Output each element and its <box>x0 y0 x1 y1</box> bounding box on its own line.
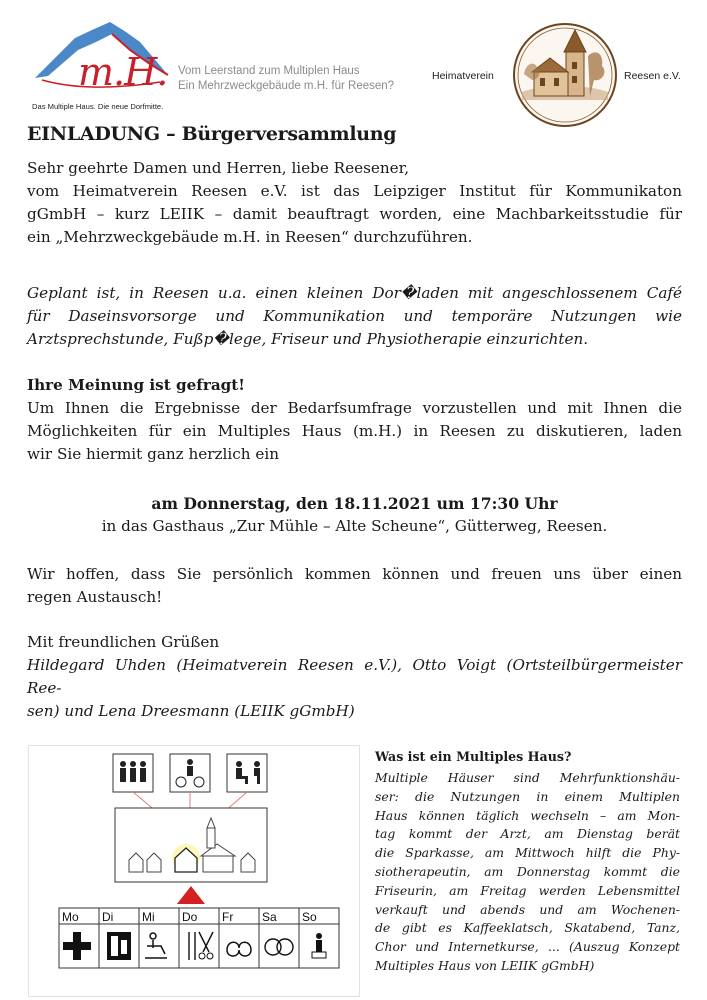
mh-logo-text: m.H. <box>78 50 168 94</box>
opinion-paragraph <box>27 397 682 466</box>
closing: Mit freundlichen Grüßen <box>27 633 220 651</box>
header-subtitle-line1: Vom Leerstand zum Multiplen Haus <box>178 65 360 77</box>
seated-people-icon <box>227 754 267 792</box>
info-line: Haus können täglich wechseln – am Mon- <box>375 807 680 823</box>
cyclist-icon <box>170 754 210 792</box>
info-line: tag kommt der Arzt, am Dienstag berät <box>375 826 680 842</box>
plan-line: Arztsprechstunde, Fußp�lege, Friseur und Physiotherapie einzurichten. <box>27 330 589 348</box>
info-line: de gibt es Kaffeeklatsch, Skatabend, Tanz, <box>375 920 680 936</box>
intro-line: ein „Mehrzweckgebäude m.H. in Reesen“ durchzuführen. <box>27 228 473 246</box>
opinion-line: wir Sie hiermit ganz herzlich ein <box>27 445 279 463</box>
day-label: Di <box>102 910 114 924</box>
info-line: Multiples Haus von LEIIK gGmbH) <box>375 957 595 973</box>
club-name-right: Reesen e.V. <box>624 70 681 82</box>
info-line: ser: die Nutzungen in einem Multiplen <box>375 788 680 804</box>
village-icon <box>115 808 267 882</box>
info-line: Friseurin, am Freitag werden Lebensmittel <box>375 882 680 898</box>
day-label: Sa <box>262 910 277 924</box>
invitation-title: EINLADUNG – Bürgerversammlung <box>27 123 397 145</box>
plan-paragraph <box>27 282 682 351</box>
church-seal-icon <box>512 22 618 128</box>
signature-line: Hildegard Uhden (Heimatverein Reesen e.V.), Otto Voigt (Ortsteilbürgermeister Ree- <box>27 656 682 697</box>
heimatverein-seal <box>512 22 618 128</box>
people-group-icon <box>113 754 153 792</box>
hope-line: Wir hoffen, dass Sie persönlich kommen können und freuen uns über einen <box>27 565 682 583</box>
opinion-line: Um Ihnen die Ergebnisse der Bedarfsumfrage vorzustellen und mit Ihnen die <box>27 399 682 417</box>
event-date: am Donnerstag, den 18.11.2021 um 17:30 Uhr <box>151 494 558 513</box>
day-label: Mi <box>142 910 155 924</box>
opinion-line: Möglichkeiten für ein Multiples Haus (m.H.) in Reesen zu diskutieren, laden <box>27 422 682 440</box>
event-place: in das Gasthaus „Zur Mühle – Alte Scheune“, Gütterweg, Reesen. <box>101 517 608 535</box>
hope-line: regen Austausch! <box>27 588 163 606</box>
day-label: Fr <box>222 910 234 924</box>
hope-paragraph <box>27 563 682 609</box>
multiple-house-diagram <box>28 745 360 997</box>
intro-line: Sehr geehrte Damen und Herren, liebe Reesener, <box>27 159 410 177</box>
intro-line: gGmbH – kurz LEIIK – damit beauftragt worden, eine Machbarkeitsstudie für <box>27 205 682 223</box>
header-subtitle <box>178 64 394 94</box>
intro-line: vom Heimatverein Reesen e.V. ist das Leipziger Institut für Kommunikaton <box>27 182 682 200</box>
plan-line: Geplant ist, in Reesen u.a. einen kleinen Dor�laden mit angeschlossenem Café <box>27 284 682 302</box>
day-label: Do <box>182 910 198 924</box>
info-line: die Sparkasse, am Mittwoch hilft die Phy- <box>375 845 680 861</box>
club-name-left: Heimatverein <box>432 70 494 82</box>
week-schedule <box>59 908 339 968</box>
info-body <box>375 769 680 976</box>
day-label: So <box>302 910 317 924</box>
signatures <box>27 654 682 723</box>
signature-line: sen) und Lena Dreesmann (LEIIK gGmbH) <box>27 702 355 720</box>
intro-paragraph <box>27 157 682 249</box>
plan-line: für Daseinsvorsorge und Kommunikation und temporäre Nutzungen wie <box>27 307 682 325</box>
info-title: Was ist ein Multiples Haus? <box>375 749 572 764</box>
mh-logo <box>30 20 175 111</box>
info-line: Chor und Internetkurse, ... (Auszug Konzept <box>375 939 680 955</box>
info-line: verkauft und abends und am Wochenen- <box>375 901 680 917</box>
bank-icon <box>107 932 131 960</box>
info-line: Multiple Häuser sind Mehrfunktionshäu- <box>375 770 680 785</box>
opinion-heading: Ihre Meinung ist gefragt! <box>27 376 245 394</box>
info-line: siotherapeutin, am Donnerstag kommt die <box>375 863 680 879</box>
mh-logo-tagline: Das Multiple Haus. Die neue Dorfmitte. <box>32 102 164 111</box>
header-subtitle-line2: Ein Mehrzweckgebäude m.H. für Reesen? <box>178 80 395 92</box>
triangle-icon <box>177 886 205 904</box>
day-label: Mo <box>62 910 79 924</box>
